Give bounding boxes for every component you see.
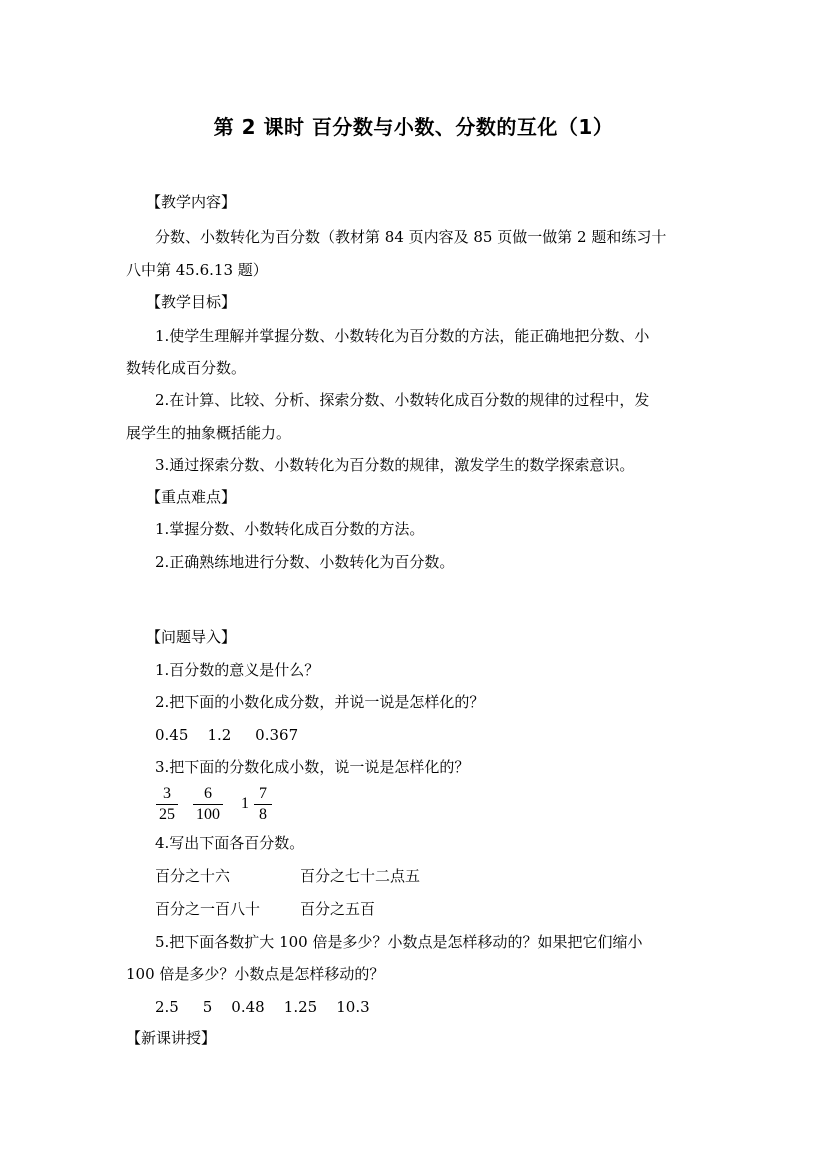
section-heading-goals: 【教学目标】 — [146, 293, 237, 311]
question-4-item-c: 百分之一百八十 — [155, 900, 261, 918]
question-1: 1.百分数的意义是什么？ — [155, 661, 320, 679]
fraction-3-25: 3 25 — [156, 785, 178, 824]
question-4-item-a: 百分之十六 — [155, 867, 231, 885]
question-5-values: 2.5 5 0.48 1.25 10.3 — [155, 998, 370, 1016]
goal-3: 3.通过探索分数、小数转化为百分数的规律，激发学生的数学探索意识。 — [155, 456, 635, 474]
question-4-item-b: 百分之七十二点五 — [300, 867, 421, 885]
section-heading-key-points: 【重点难点】 — [146, 488, 237, 506]
fraction-7-8: 7 8 — [254, 785, 272, 824]
mixed-number-whole: 1 — [241, 795, 249, 812]
question-4-item-d: 百分之五百 — [300, 900, 376, 918]
goal-2-line1: 2.在计算、比较、分析、探索分数、小数转化成百分数的规律的过程中，发 — [155, 391, 650, 409]
key-point-2: 2.正确熟练地进行分数、小数转化为百分数。 — [155, 553, 455, 571]
section-heading-intro: 【问题导入】 — [146, 628, 237, 646]
goal-2-line2: 展学生的抽象概括能力。 — [126, 424, 292, 442]
section-heading-content: 【教学内容】 — [146, 193, 237, 211]
question-4: 4.写出下面各百分数。 — [155, 834, 305, 852]
content-text-line1: 分数、小数转化为百分数（教材第 84 页内容及 85 页做一做第 2 题和练习十 — [155, 228, 667, 246]
goal-1-line2: 数转化成百分数。 — [126, 359, 247, 377]
content-text-line2: 八中第 45.6.13 题） — [126, 261, 268, 279]
page-title: 第 2 课时 百分数与小数、分数的互化（1） — [213, 115, 614, 139]
goal-1-line1: 1.使学生理解并掌握分数、小数转化为百分数的方法，能正确地把分数、小 — [155, 327, 650, 345]
question-2: 2.把下面的小数化成分数，并说一说是怎样化的？ — [155, 693, 485, 711]
section-heading-new-lesson: 【新课讲授】 — [126, 1029, 217, 1047]
key-point-1: 1.掌握分数、小数转化成百分数的方法。 — [155, 520, 425, 538]
question-5-line1: 5.把下面各数扩大 100 倍是多少？小数点是怎样移动的？如果把它们缩小 — [155, 933, 643, 951]
question-3: 3.把下面的分数化成小数，说一说是怎样化的？ — [155, 758, 470, 776]
fraction-6-100: 6 100 — [193, 785, 223, 824]
question-2-values: 0.45 1.2 0.367 — [155, 726, 299, 744]
question-5-line2: 100 倍是多少？小数点是怎样移动的？ — [126, 965, 385, 983]
